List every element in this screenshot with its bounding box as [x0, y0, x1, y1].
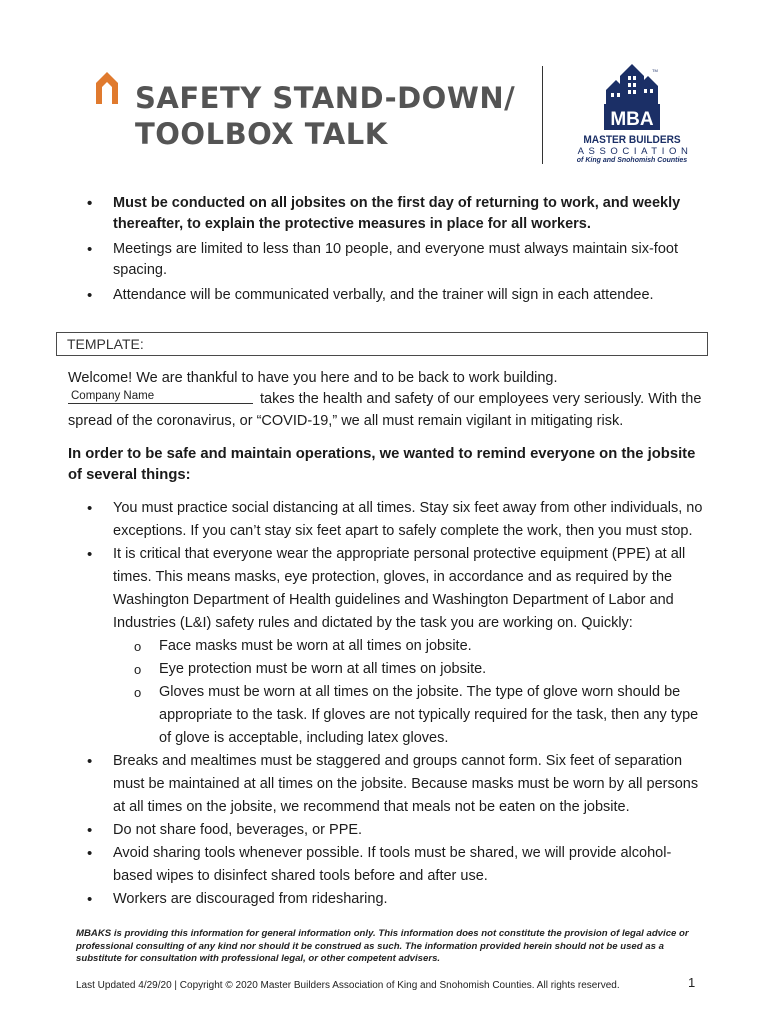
intro-bullet: • Meetings are limited to less than 10 people, and everyone must always maintain six-foot spacing. — [84, 239, 704, 281]
section-heading: In order to be safe and maintain operations, we wanted to remind everyone on the jobsite of several things: — [68, 446, 696, 483]
mba-logo — [562, 62, 702, 170]
header-divider — [542, 66, 543, 164]
page-header — [0, 0, 770, 175]
welcome-text: Welcome! We are thankful to have you here and to be back to work building. — [68, 370, 558, 386]
spread-sentence: spread of the coronavirus, or “COVID-19,” we all must remain vigilant in mitigating risk. — [68, 413, 624, 429]
company-name-field[interactable]: Company Name — [68, 389, 253, 404]
list-item: • Avoid sharing tools whenever possible. If tools must be shared, we will provide alcohol-based wipes to disinfect shared tools before and after use. — [84, 842, 704, 888]
template-label: TEMPLATE: — [67, 336, 144, 352]
sub-list-item: o Eye protection must be worn at all times on jobsite. — [113, 658, 704, 681]
mba-logo-icon — [602, 62, 662, 132]
company-sentence: takes the health and safety of our employees very seriously. With the — [260, 391, 702, 407]
sub-list-item: o Face masks must be worn at all times on jobsite. — [113, 635, 704, 658]
ppe-sub-list — [113, 635, 704, 750]
house-marker-icon — [96, 72, 118, 104]
list-item: • Workers are discouraged from ridesharing. — [84, 888, 704, 911]
list-item: • You must practice social distancing at all times. Stay six feet away from other individuals, no exceptions. If you can’t stay six feet apart to safely complete the work, then you must stop. — [84, 497, 704, 543]
page-title — [135, 80, 515, 152]
disclaimer: MBAKS is providing this information for general information only. This information does not constitute the provision of legal advice or professional consulting of any kind nor should it be construed as such. The information provided herein should not be used as a substitute for consultation with professional legal, or other competent advisers. — [76, 928, 689, 964]
main-bullet-list — [84, 497, 704, 911]
title-line-1: SAFETY STAND-DOWN/ — [135, 81, 516, 115]
list-item: • Breaks and mealtimes must be staggered and groups cannot form. Six feet of separation must be maintained at all times on the jobsite. Because masks must be worn by all persons at all times on the jobsite, we recommend that meals not be eaten on the jobsite. — [84, 750, 704, 819]
logo-tm: TM — [652, 68, 658, 73]
logo-subtitle: of King and Snohomish Counties — [576, 157, 688, 164]
intro-bullet: • Must be conducted on all jobsites on the first day of returning to work, and weekly thereafter, to explain the protective measures in place for all workers. — [84, 193, 704, 235]
logo-monogram: MBA — [610, 109, 654, 130]
intro-bullet-list — [84, 193, 704, 310]
page-number: 1 — [688, 975, 696, 990]
footer-text: Last Updated 4/29/20 | Copyright © 2020 Master Builders Association of King and Snohomish Counties. All rights reserved. — [76, 980, 620, 991]
template-box — [56, 332, 708, 356]
logo-association: ASSOCIATION — [577, 146, 693, 157]
sub-list-item: o Gloves must be worn at all times on the jobsite. The type of glove worn should be appropriate to the task. If gloves are not typically required for the task, then any type of glove is acceptable, including latex gloves. — [113, 681, 704, 750]
list-item: • Do not share food, beverages, or PPE. — [84, 819, 704, 842]
title-line-2: TOOLBOX TALK — [135, 117, 388, 151]
list-item-text: It is critical that everyone wear the appropriate personal protective equipment (PPE) at all times. This means masks, eye protection, gloves, in accordance and as required by the Washington Department of Health guidelines and Washington Department of Labor and Industries (L&I) safety rules and dictated by the task you are working on. Quickly: — [113, 546, 686, 631]
intro-bullet: • Attendance will be communicated verbally, and the trainer will sign in each attendee. — [84, 285, 704, 306]
logo-name: MASTER BUILDERS — [583, 134, 681, 146]
list-item-ppe — [84, 543, 704, 750]
